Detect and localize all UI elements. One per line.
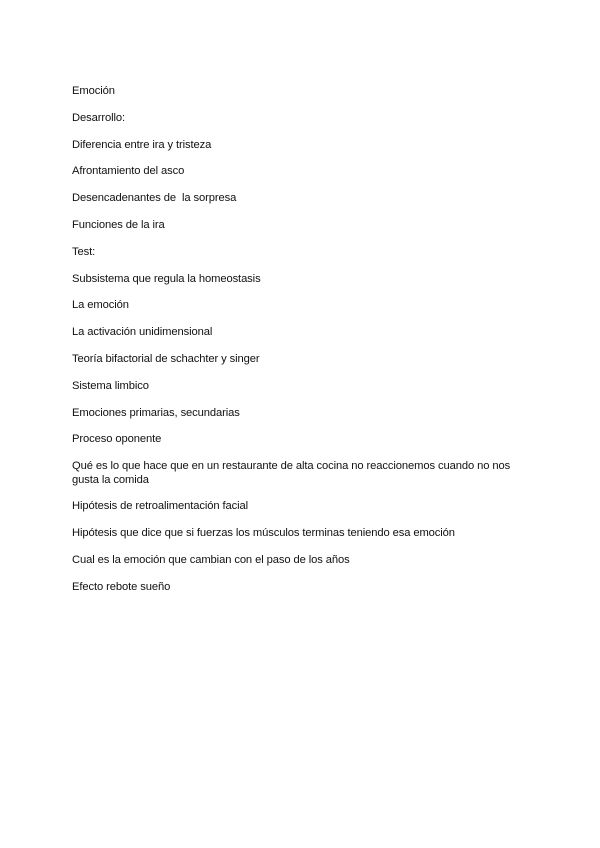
- topic-line: Afrontamiento del asco: [72, 165, 185, 178]
- topic-line: La activación unidimensional: [72, 326, 213, 339]
- topic-line: Funciones de la ira: [72, 218, 165, 231]
- document-title: Emoción: [72, 85, 115, 97]
- text-block: [72, 84, 532, 606]
- section-heading-desarrollo: Desarrollo:: [72, 111, 125, 124]
- topic-line: Cual es la emoción que cambian con el paso de los años: [72, 553, 350, 566]
- section-heading-test: Test:: [72, 245, 96, 258]
- topic-line: Hipótesis que dice que si fuerzas los músculos terminas teniendo esa emoción: [72, 526, 455, 539]
- topic-line: Emociones primarias, secundarias: [72, 406, 240, 419]
- topic-line: Desencadenantes de la sorpresa: [72, 192, 237, 205]
- topic-line: Hipótesis de retroalimentación facial: [72, 500, 249, 513]
- topic-line: Diferencia entre ira y tristeza: [72, 138, 212, 151]
- topic-line: Efecto rebote sueño: [72, 580, 171, 593]
- topic-line: Subsistema que regula la homeostasis: [72, 272, 261, 285]
- topic-line: Qué es lo que hace que en un restaurante de alta cocina no reaccionemos cuando no nos gusta la comida: [72, 460, 511, 487]
- topic-line: Proceso oponente: [72, 433, 162, 446]
- topic-line: La emoción: [72, 299, 129, 312]
- topic-line: Teoría bifactorial de schachter y singer: [72, 352, 260, 365]
- topic-line: Sistema limbico: [72, 379, 149, 392]
